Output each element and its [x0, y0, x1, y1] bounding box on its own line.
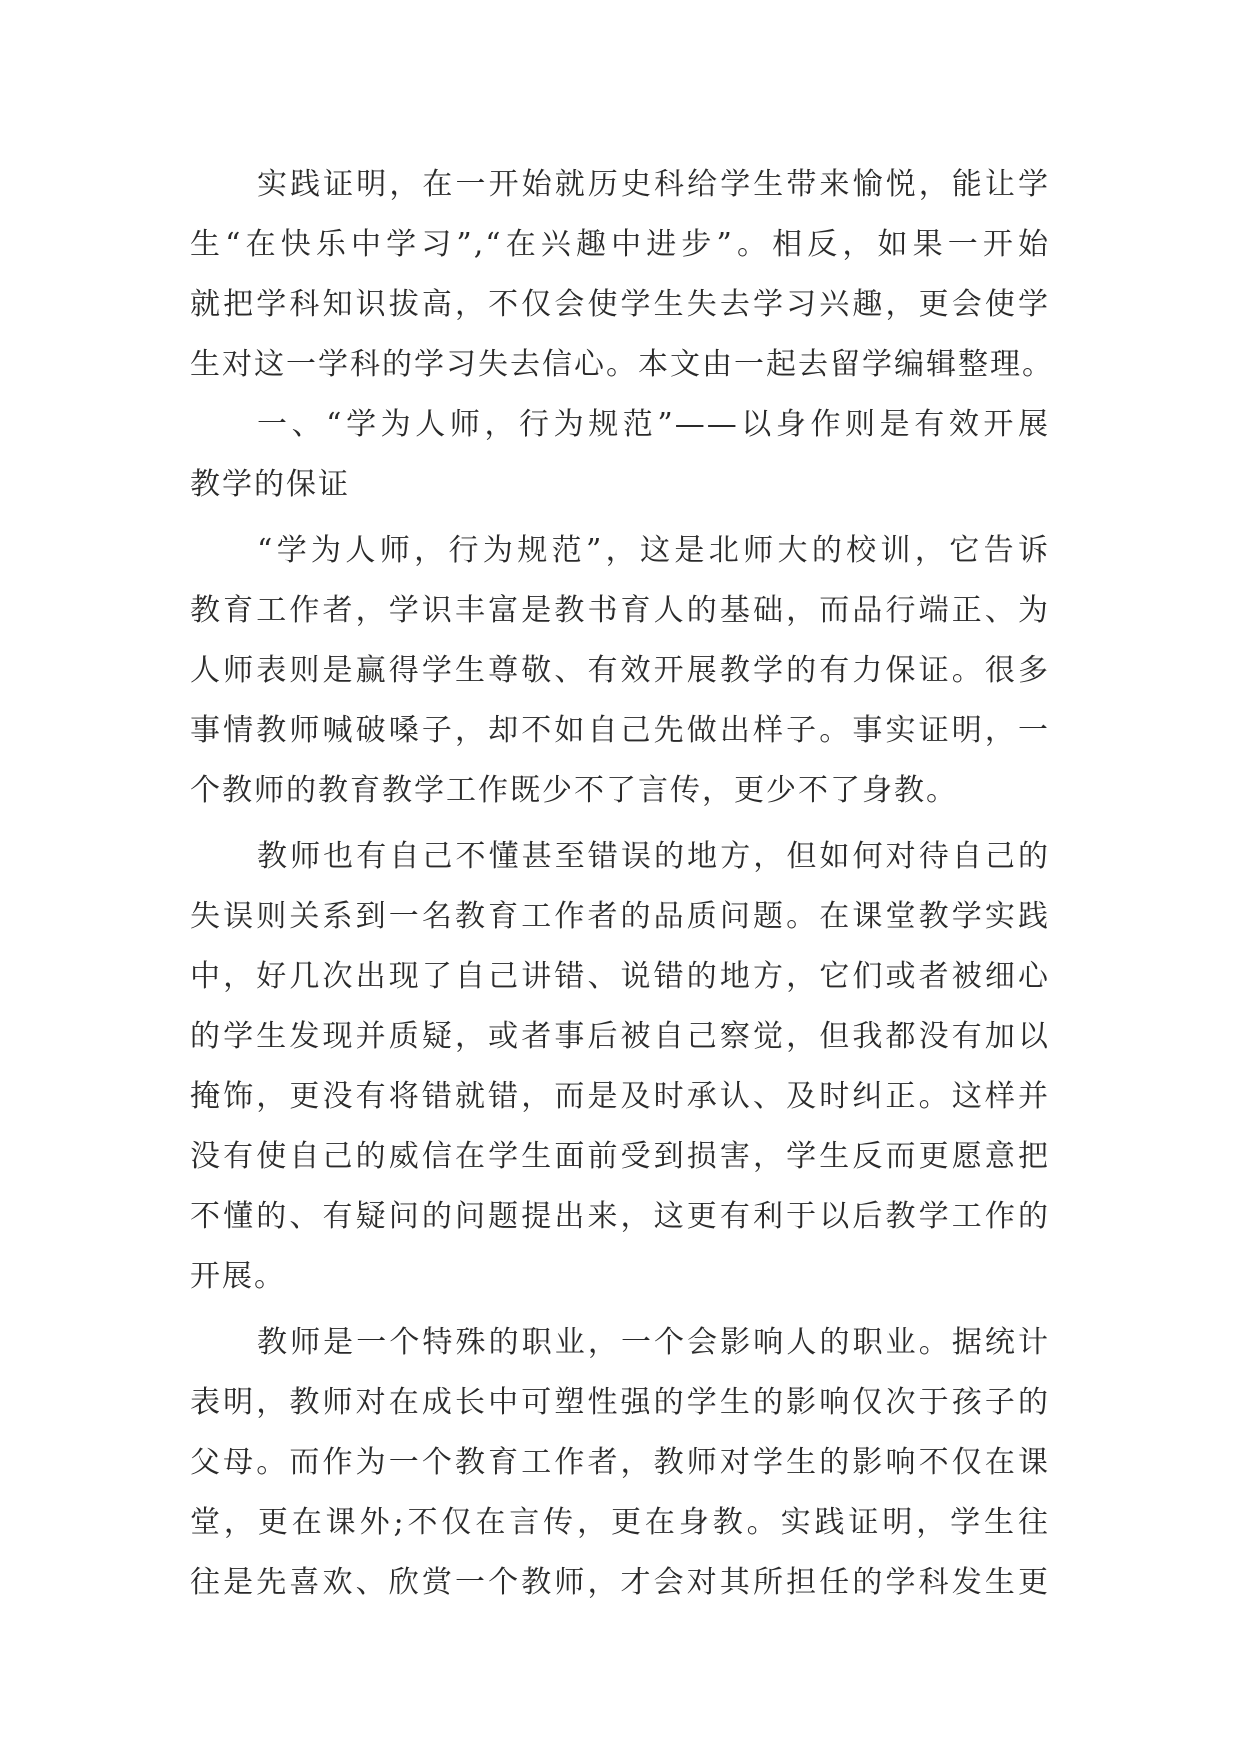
- text-line: 人师表则是赢得学生尊敬、有效开展教学的有力保证。很多: [190, 653, 1050, 688]
- text-line: 的学生发现并质疑，或者事后被自己察觉，但我都没有加以: [190, 1019, 1050, 1054]
- paragraph-influence: [190, 1313, 1050, 1613]
- text-line: 生对这一学科的学习失去信心。本文由一起去留学编辑整理。: [190, 347, 1054, 382]
- text-line: 失误则关系到一名教育工作者的品质问题。在课堂教学实践: [190, 899, 1050, 934]
- paragraph-motto: [190, 521, 1050, 821]
- text-line: 不懂的、有疑问的问题提出来，这更有利于以后教学工作的: [190, 1199, 1050, 1234]
- paragraph-intro: [190, 155, 1054, 395]
- document-body: [190, 155, 1054, 1613]
- text-line: 堂，更在课外;不仅在言传，更在身教。实践证明，学生往: [190, 1505, 1050, 1540]
- text-line: 中，好几次出现了自己讲错、说错的地方，它们或者被细心: [190, 959, 1050, 994]
- text-line: 往是先喜欢、欣赏一个教师，才会对其所担任的学科发生更: [190, 1565, 1050, 1600]
- text-line: “学为人师，行为规范”，这是北师大的校训，它告诉: [257, 533, 1050, 568]
- text-line: 个教师的教育教学工作既少不了言传，更少不了身教。: [190, 773, 958, 808]
- text-line: 表明，教师对在成长中可塑性强的学生的影响仅次于孩子的: [190, 1385, 1050, 1420]
- text-line: 教师也有自己不懂甚至错误的地方，但如何对待自己的: [257, 839, 1050, 874]
- text-line: 父母。而作为一个教育工作者，教师对学生的影响不仅在课: [190, 1445, 1050, 1480]
- text-line: 教师是一个特殊的职业，一个会影响人的职业。据统计: [257, 1325, 1050, 1360]
- heading-line: 教学的保证: [190, 467, 350, 502]
- text-line: 事情教师喊破嗓子，却不如自己先做出样子。事实证明，一: [190, 713, 1050, 748]
- text-line: 掩饰，更没有将错就错，而是及时承认、及时纠正。这样并: [190, 1079, 1050, 1114]
- heading-line: 一、“学为人师，行为规范”——以身作则是有效开展: [257, 407, 1050, 442]
- section-heading: [190, 395, 1050, 515]
- text-line: 没有使自己的威信在学生面前受到损害，学生反而更愿意把: [190, 1139, 1050, 1174]
- text-line: 实践证明，在一开始就历史科给学生带来愉悦，能让学: [257, 167, 1050, 202]
- text-line: 生“在快乐中学习”,“在兴趣中进步”。相反，如果一开始: [190, 227, 1050, 262]
- text-line: 开展。: [190, 1259, 286, 1294]
- text-line: 教育工作者，学识丰富是教书育人的基础，而品行端正、为: [190, 593, 1050, 628]
- text-line: 就把学科知识拔高，不仅会使学生失去学习兴趣，更会使学: [190, 287, 1050, 322]
- paragraph-mistakes: [190, 827, 1050, 1307]
